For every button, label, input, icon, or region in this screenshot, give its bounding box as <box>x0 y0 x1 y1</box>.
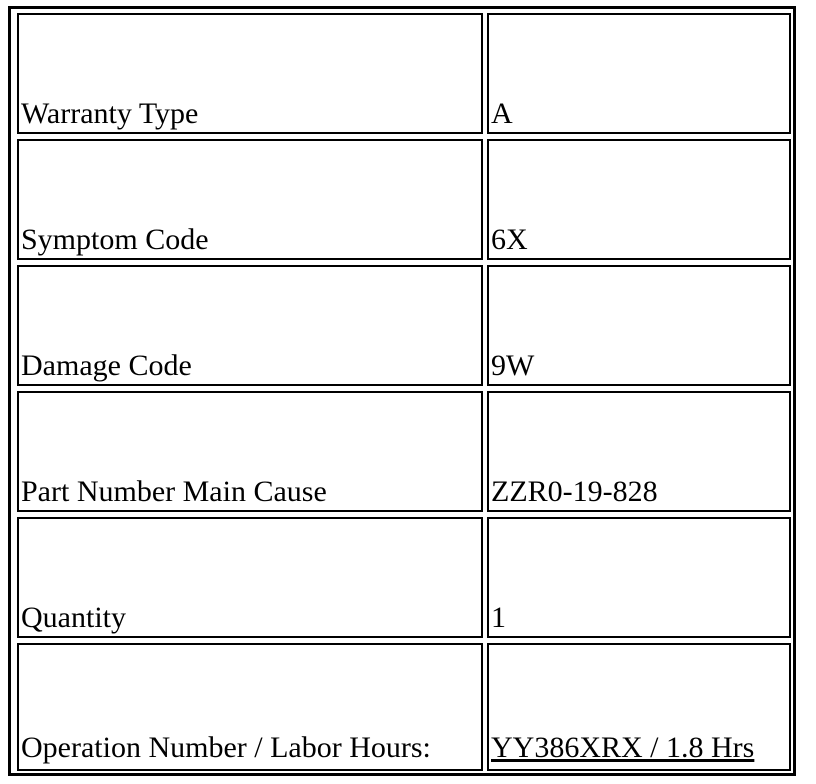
symptom-code-value: 6X <box>487 139 791 260</box>
table-grid <box>17 13 787 770</box>
damage-code-value: 9W <box>487 265 791 386</box>
part-number-value: ZZR0-19-828 <box>487 391 791 512</box>
operation-labor-value: YY386XRX / 1.8 Hrs <box>491 731 755 764</box>
part-number-label: Part Number Main Cause <box>17 391 483 512</box>
warranty-type-value: A <box>487 13 791 134</box>
operation-labor-value-cell <box>487 643 791 771</box>
quantity-value: 1 <box>487 517 791 638</box>
damage-code-label: Damage Code <box>17 265 483 386</box>
warranty-info-table <box>8 6 796 776</box>
symptom-code-label: Symptom Code <box>17 139 483 260</box>
quantity-label: Quantity <box>17 517 483 638</box>
operation-labor-label: Operation Number / Labor Hours: <box>17 643 483 771</box>
warranty-type-label: Warranty Type <box>17 13 483 134</box>
